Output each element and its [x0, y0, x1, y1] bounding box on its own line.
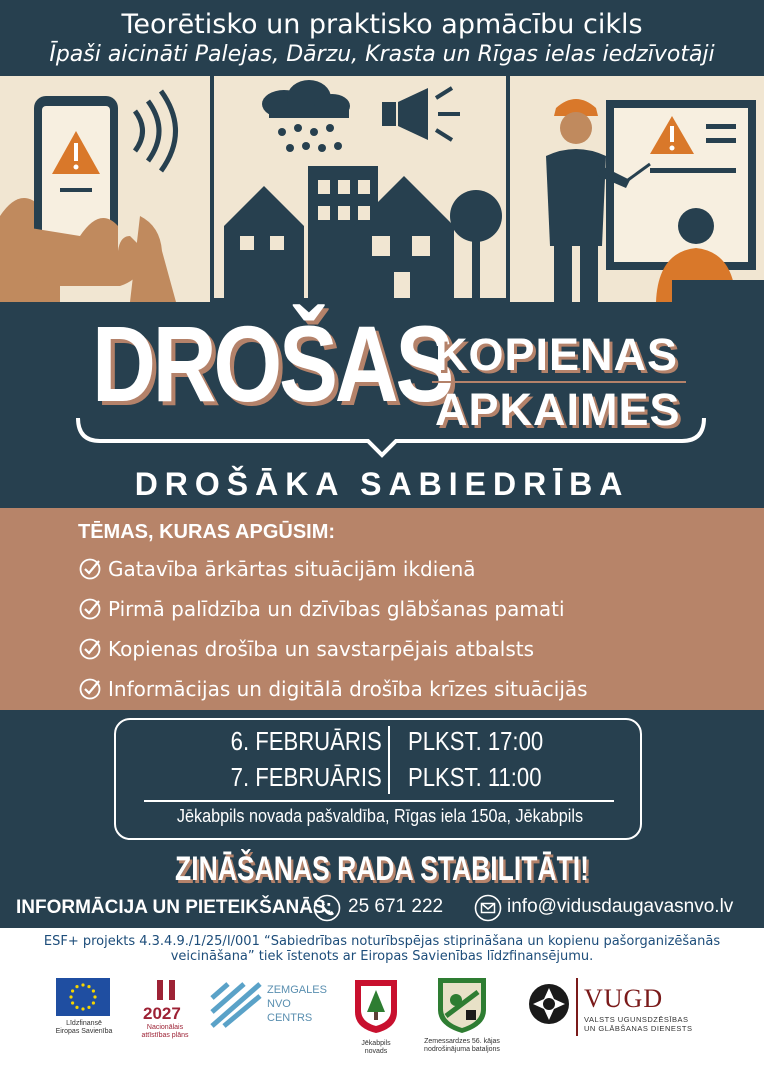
phone-alert-illustration [0, 76, 210, 302]
project-statement: ESF+ projekts 4.3.4.9./1/25/I/001 “Sabiedrības noturībspējas stiprināšana un kopienu pašorganizēšanās veicināšana” tiek īstenots ar Eiropas Savienības līdzfinansējumu. [43, 934, 721, 964]
subtitle: DROŠĀKA SABIEDRĪBA [134, 466, 630, 502]
eu-flag-logo [56, 978, 110, 1016]
topics-heading: TĒMAS, KURAS APGŪSIM: [78, 521, 336, 543]
schedule-box [114, 718, 642, 840]
event-address: Jēkabpils novada pašvaldība, Rīgas iela 150a, Jēkabpils [176, 806, 584, 826]
illustration-strip [0, 76, 764, 302]
topic-label: Gatavība ārkārtas situācijām ikdienā [108, 557, 476, 581]
topic-item [78, 554, 476, 584]
schedule-time: PLKST. 11:00 [408, 762, 542, 792]
check-circle-icon [78, 557, 102, 581]
jekabpils-coat-of-arms [353, 978, 399, 1034]
topic-item [78, 594, 565, 624]
schedule-row [116, 758, 644, 794]
target-audience-line: Īpaši aicināti Palejas, Dārzu, Krasta un Rīgas ielas iedzīvotāji [49, 42, 715, 67]
topics-section [0, 508, 764, 710]
schedule-time: PLKST. 17:00 [408, 726, 544, 756]
check-circle-icon [78, 677, 102, 701]
mail-icon [474, 894, 502, 922]
check-circle-icon [78, 597, 102, 621]
topic-item [78, 674, 588, 704]
vugd-divider [576, 978, 578, 1036]
title-apkaimes: APKAIMES [435, 384, 681, 435]
title-kopienas: KOPIENAS [435, 329, 679, 380]
footer [0, 928, 764, 1080]
raincloud-icon [262, 80, 350, 152]
schedule-rule [144, 800, 614, 802]
header [0, 0, 764, 78]
contact-bar [0, 892, 764, 924]
eu-caption: Līdzfinansē Eiropas Savienība [55, 1020, 113, 1035]
email-link[interactable]: info@vidusdaugavasnvo.lv [507, 896, 734, 917]
phone-icon [313, 894, 341, 922]
battalion-emblem [436, 976, 488, 1034]
nap-caption: Nacionālais attīstības plāns [141, 1024, 189, 1039]
phone-alert-panel [0, 76, 210, 302]
title-divider [0, 300, 764, 470]
jekabpils-caption: Jēkabpils novads [361, 1040, 391, 1055]
vugd-fullname: VALSTS UGUNSDZĒSĪBAS UN GLĀBŠANAS DIENESTS [584, 1015, 693, 1033]
instructor-panel [510, 76, 764, 302]
check-circle-icon [78, 637, 102, 661]
zemgale-nvo-logo [210, 982, 262, 1028]
vugd-emblem [527, 982, 571, 1026]
megaphone-icon [382, 88, 460, 140]
houses-icon [214, 166, 506, 302]
schedule-date: 6. FEBRUĀRIS [230, 726, 382, 756]
topic-label: Informācijas un digitālā drošība krīzes situācijās [108, 677, 588, 701]
zemgale-nvo-text: ZEMGALES NVO CENTRS [267, 984, 327, 1024]
phone-number[interactable]: 25 671 222 [348, 896, 444, 917]
schedule-row [116, 722, 644, 758]
schedule-date: 7. FEBRUĀRIS [230, 762, 382, 792]
event-cycle-title: Teorētisko un praktisko apmācību cikls [121, 9, 643, 40]
schedule-divider [388, 726, 390, 794]
main-title: DROŠAS [92, 303, 452, 424]
slogan: ZINĀŠANAS RADA STABILITĀTI! [175, 850, 589, 888]
contact-label: INFORMĀCIJA UN PIETEIKŠANĀS: [16, 897, 332, 918]
vugd-abbrev: VUGD [584, 984, 664, 1013]
community-panel [214, 76, 506, 302]
instructor-illustration [510, 76, 764, 302]
nap-logo-mark [155, 978, 179, 1002]
battalion-caption: Zemessardzes 56. kājas nodrošinājuma bataljons [424, 1038, 500, 1053]
nap-year: 2027 [143, 1004, 181, 1023]
topic-label: Kopienas drošība un savstarpējais atbalsts [108, 637, 535, 661]
community-illustration [214, 76, 506, 302]
topic-item [78, 634, 534, 664]
topic-label: Pirmā palīdzība un dzīvības glābšanas pamati [108, 597, 565, 621]
